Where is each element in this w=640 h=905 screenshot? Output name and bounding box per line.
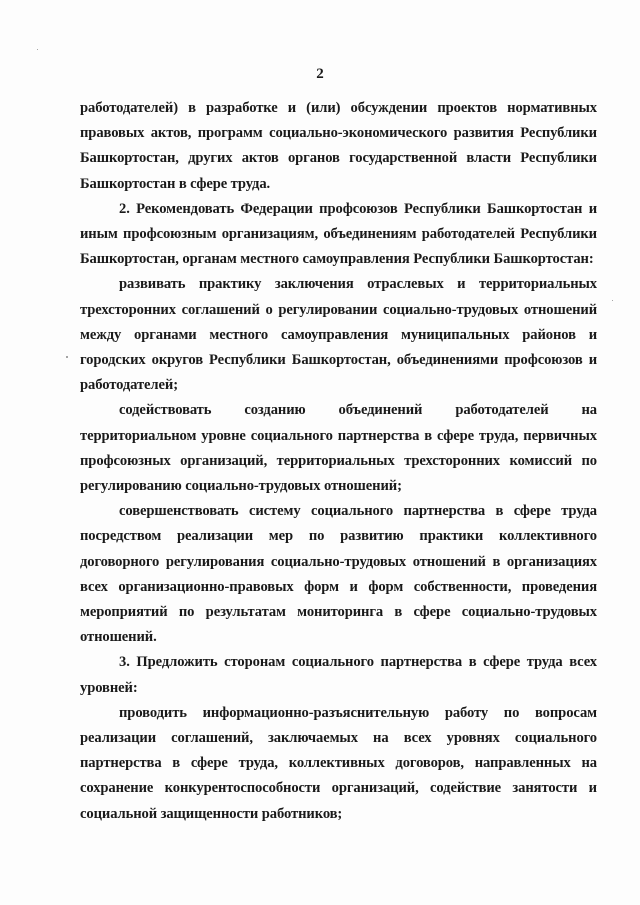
paragraph-improve-system: совершенствовать систему социального партнерства в сфере труда посредством реализации мер по развитию практики коллективного договорного регулирования социально-трудовых отношений в организациях всех организационно-правовых форм и форм собственности, проведения мероприятий по результатам мониторинга в сфере социально-трудовых отношений. [80,503,597,646]
paragraph-item-2: 2. Рекомендовать Федерации профсоюзов Республики Башкортостан и иным профсоюзным организациям, объединениям работодателей Республики Башкортостан, органам местного самоуправления Республики Башкортостан: [80,200,597,268]
paragraph-continuation: работодателей) в разработке и (или) обсуждении проектов нормативных правовых актов, программ социально-экономического развития Республики Башкортостан, других актов органов государственной власти Республики Башкортостан в сфере труда. [80,100,597,192]
paragraph-promote-associations: содействовать созданию объединений работодателей на территориальном уровне социального партнерства в сфере труда, первичных профсоюзных организаций, территориальных трехсторонних комиссий по регулированию социально-трудовых отношений; [80,402,597,495]
document-body [80,96,597,827]
paragraph-conduct-work: проводить информационно-разъяснительную работу по вопросам реализации соглашений, заключаемых на всех уровнях социального партнерства в сфере труда, коллективных договоров, направленных на сохранение конкурентоспособности организаций, содействие занятости и социальной защищенности работников; [80,704,597,822]
scan-speck [37,49,38,50]
scan-speck [66,356,68,358]
scan-speck [612,300,613,301]
paragraph-item-3: 3. Предложить сторонам социального партнерства в сфере труда всех уровней: [80,654,597,696]
paragraph-develop-practice: развивать практику заключения отраслевых и территориальных трехсторонних соглашений о регулировании социально-трудовых отношений между органами местного самоуправления муниципальных районов и городских округов Республики Башкортостан, объединениями профсоюзов и работодателей; [80,276,597,394]
page-number: 2 [316,66,324,82]
